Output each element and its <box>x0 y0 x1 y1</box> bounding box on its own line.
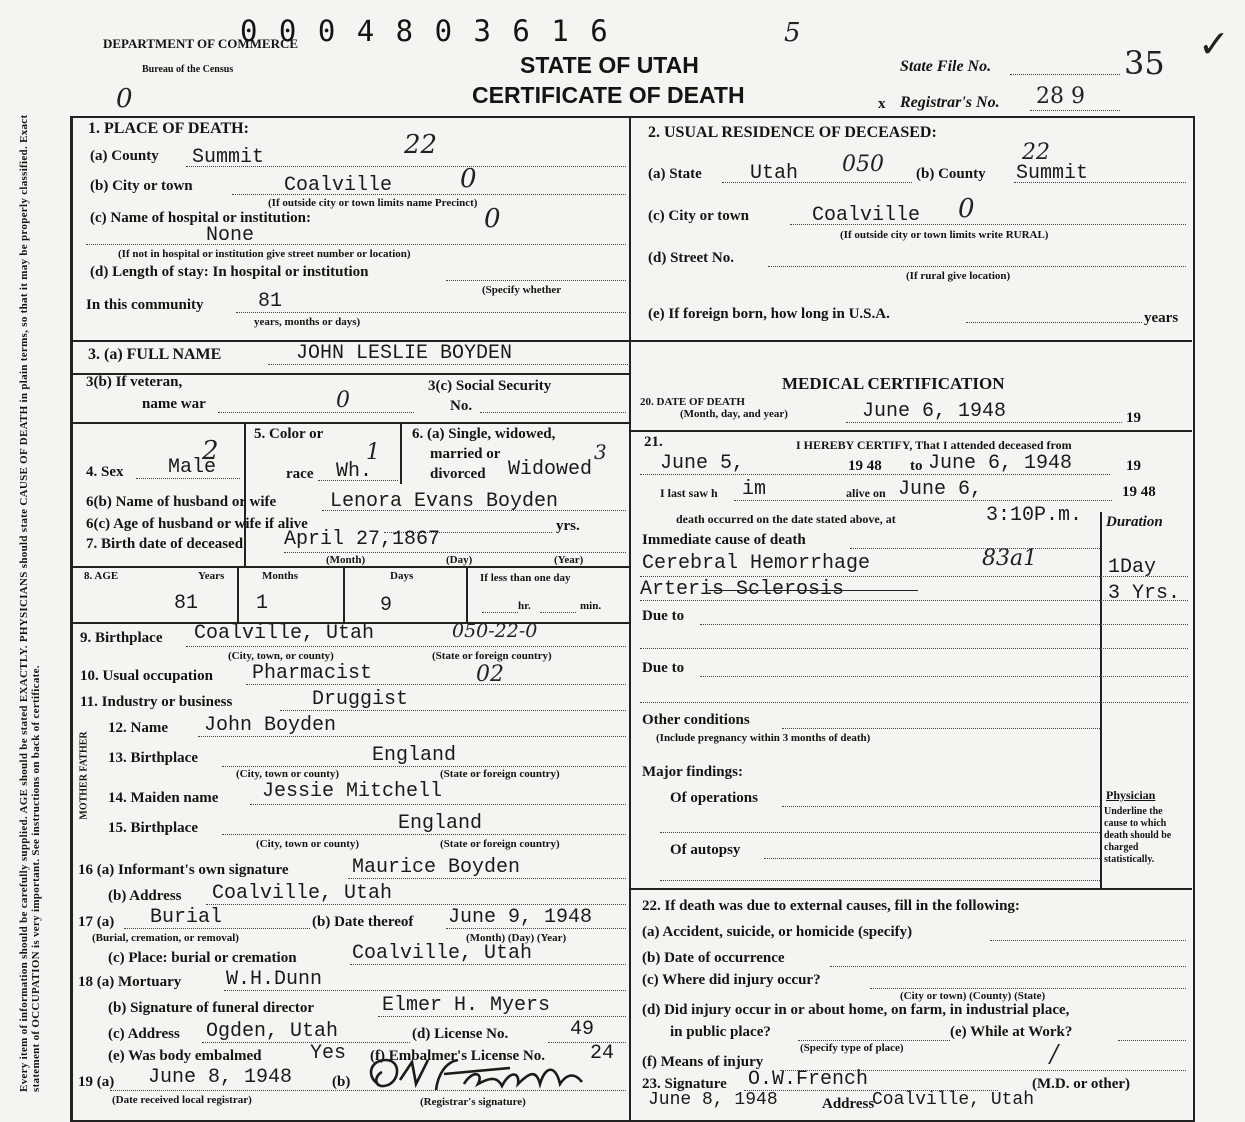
external-c-note: (City or town) (County) (State) <box>900 990 1046 1002</box>
sex-label: 4. Sex <box>86 464 124 480</box>
last-saw-label: I last saw h <box>660 486 718 500</box>
external-f: (f) Means of injury <box>642 1054 764 1070</box>
registrar-number: 28 9 <box>1036 84 1085 109</box>
external-f-value: / <box>1050 1040 1059 1068</box>
marital-label: 6. (a) Single, widowed, <box>412 426 556 442</box>
marital-label-3: divorced <box>430 466 486 482</box>
race-value: Wh. <box>336 460 373 483</box>
burial-date-note: (Month) (Day) (Year) <box>466 932 567 944</box>
date-of-death-label: 20. DATE OF DEATH <box>640 396 745 408</box>
mortuary-name: W.H.Dunn <box>226 968 323 991</box>
pod-specify-note: (Specify whether <box>482 284 562 296</box>
occupation-code: 02 <box>476 662 504 687</box>
industry-label: 11. Industry or business <box>80 694 233 710</box>
color-label: 5. Color or <box>254 426 324 442</box>
father-state-note: (State or foreign country) <box>440 768 560 780</box>
pod-hospital-label: (c) Name of hospital or institution: <box>90 210 311 226</box>
res-foreign-label: (e) If foreign born, how long in U.S.A. <box>648 306 890 322</box>
cause-1-code: 83a1 <box>982 546 1038 571</box>
informant-addr: Coalville, Utah <box>212 882 393 905</box>
alive-on-label: alive on <box>846 486 886 500</box>
external-heading: 22. If death was due to external causes, fill in the following: <box>642 898 1020 914</box>
duration-1: 1Day <box>1108 556 1157 579</box>
birth-year-note: (Year) <box>554 554 584 566</box>
corner-mark: 0 <box>116 84 133 114</box>
burial-method: Burial <box>150 906 223 929</box>
pod-hospital: None <box>206 224 255 247</box>
due-to-1: Due to <box>642 608 685 624</box>
res-street-note: (If rural give location) <box>906 270 1011 282</box>
attended-from: June 5, <box>660 452 745 475</box>
birth-value: April 27,1867 <box>284 528 441 551</box>
mortuary-addr-label: (c) Address <box>108 1026 180 1042</box>
pod-city-note: (If outside city or town limits name Precinct) <box>268 197 478 209</box>
marital-value: Widowed <box>508 458 593 481</box>
mother-birthplace-label: 15. Birthplace <box>108 820 198 836</box>
state-file-number: 35 <box>1124 44 1165 82</box>
registrar-x: x <box>878 96 886 112</box>
hand-mark-5: 5 <box>784 18 801 48</box>
bureau-label: Bureau of the Census <box>142 64 234 75</box>
embalmed-value: Yes <box>310 1042 347 1065</box>
physician-label: Physician <box>1106 788 1156 802</box>
license-label: (d) License No. <box>412 1026 509 1042</box>
external-d-note: (Specify type of place) <box>800 1042 904 1054</box>
duration-label: Duration <box>1106 514 1163 530</box>
res-state-code: 050 <box>842 152 884 177</box>
department-label: DEPARTMENT OF COMMERCE <box>103 36 299 51</box>
certifier-date: June 8, 1948 <box>648 1090 778 1110</box>
mortuary-addr: Ogden, Utah <box>206 1020 339 1043</box>
age-min-label: min. <box>580 600 602 612</box>
external-d2: in public place? <box>670 1024 771 1040</box>
time-of-death: 3:10P.m. <box>986 504 1083 527</box>
occupation-label: 10. Usual occupation <box>80 668 213 684</box>
birth-day-note: (Day) <box>446 554 473 566</box>
registrar-date: June 8, 1948 <box>148 1066 293 1089</box>
race-label: race <box>286 466 314 482</box>
burial-place-label: (c) Place: burial or cremation <box>108 950 297 966</box>
birthplace-codes: 050-22-0 <box>452 620 538 642</box>
certifier-address: Coalville, Utah <box>872 1090 1035 1110</box>
age-years-label: Years <box>198 570 225 582</box>
external-a: (a) Accident, suicide, or homicide (specify) <box>642 924 913 940</box>
father-city-note: (City, town or county) <box>236 768 340 780</box>
pod-city-code: 0 <box>460 164 477 194</box>
informant-sig: Maurice Boyden <box>352 856 521 879</box>
pod-hospital-note: (If not in hospital or institution give street number or location) <box>118 248 411 260</box>
external-b: (b) Date of occurrence <box>642 950 785 966</box>
pod-county: Summit <box>192 146 265 169</box>
burial-date: June 9, 1948 <box>448 906 593 929</box>
res-foreign-unit: years <box>1144 310 1179 326</box>
birthplace-city-note: (City, town, or county) <box>228 650 334 662</box>
sex-value: Male <box>168 456 217 479</box>
age-hr-label: hr. <box>518 600 531 612</box>
registrar-label: Registrar's No. <box>900 94 1000 111</box>
res-state-label: (a) State <box>648 166 702 182</box>
mortuary-label: 18 (a) Mortuary <box>78 974 182 990</box>
external-e: (e) While at Work? <box>950 1024 1073 1040</box>
pod-hospital-code: 0 <box>484 204 501 234</box>
signature-suffix: (M.D. or other) <box>1032 1076 1131 1092</box>
license-value: 49 <box>570 1018 595 1041</box>
cause-1: Cerebral Hemorrhage <box>642 552 871 575</box>
burial-date-label: (b) Date thereof <box>312 914 414 930</box>
registrar-b-label: (b) <box>332 1074 351 1090</box>
medical-heading: MEDICAL CERTIFICATION <box>782 374 1005 393</box>
marital-code: 3 <box>594 440 607 464</box>
informant-addr-label: (b) Address <box>108 888 182 904</box>
sex-code: 2 <box>202 436 219 466</box>
veteran-label: 3(b) If veteran, <box>86 374 183 390</box>
informant-sig-label: 16 (a) Informant's own signature <box>78 862 289 878</box>
mother-birthplace: England <box>398 812 483 835</box>
attended-to: June 6, 1948 <box>928 452 1073 475</box>
occurred-label: death occurred on the date stated above, at <box>676 512 896 526</box>
duration-2: 3 Yrs. <box>1108 582 1181 605</box>
veteran-label-2: name war <box>142 396 206 412</box>
ss-label-2: No. <box>450 398 473 414</box>
date-of-death: June 6, 1948 <box>862 400 1007 423</box>
place-of-death-heading: 1. PLACE OF DEATH: <box>88 120 249 137</box>
burial-a-label: 17 (a) <box>78 914 115 930</box>
mother-name: Jessie Mitchell <box>262 780 443 803</box>
race-code: 1 <box>366 440 380 465</box>
pod-community-label: In this community <box>86 297 204 313</box>
father-birthplace: England <box>372 744 457 767</box>
pod-county-label: (a) County <box>90 148 159 164</box>
date-of-death-year: 19 <box>1126 410 1141 426</box>
embalmed-label: (e) Was body embalmed <box>108 1048 262 1064</box>
registrar-sig-note: (Registrar's signature) <box>420 1096 526 1108</box>
certify-text: I HEREBY CERTIFY, That I attended deceased from <box>796 438 1072 452</box>
full-name: JOHN LESLIE BOYDEN <box>296 342 513 365</box>
side-instructions: Every item of information should be carefully supplied. AGE should be stated EXACTLY. PHYSICIANS should state CAUSE OF DEATH in plain terms, so that it may be properly classified. Exact statement of OCCUPATION is very important. See instructions on back of certificate. <box>18 114 42 1092</box>
veteran-value: 0 <box>336 388 350 413</box>
embalmer-label: (f) Embalmer's License No. <box>370 1048 545 1064</box>
ss-label: 3(c) Social Security <box>428 378 552 394</box>
file-number: 0 0 0 4 8 0 3 6 1 6 <box>240 14 610 48</box>
occupation-value: Pharmacist <box>252 662 373 685</box>
age-months: 1 <box>256 592 269 615</box>
external-c: (c) Where did injury occur? <box>642 972 821 988</box>
residence-heading: 2. USUAL RESIDENCE OF DECEASED: <box>648 124 937 141</box>
res-state: Utah <box>750 162 799 185</box>
spouse-age-unit: yrs. <box>556 518 580 534</box>
burial-method-note: (Burial, cremation, or removal) <box>92 932 239 944</box>
full-name-label: 3. (a) FULL NAME <box>88 346 222 363</box>
spouse-value: Lenora Evans Boyden <box>330 490 559 513</box>
title-certificate: CERTIFICATE OF DEATH <box>472 82 745 108</box>
certify-number: 21. <box>644 434 663 450</box>
major-findings-label: Major findings: <box>642 764 743 780</box>
cause-2: Arteris Sclerosis <box>640 578 845 601</box>
mother-name-label: 14. Maiden name <box>108 790 219 806</box>
attended-to-year: 19 <box>1126 458 1141 474</box>
title-state: STATE OF UTAH <box>520 52 699 78</box>
director-label: (b) Signature of funeral director <box>108 1000 315 1016</box>
mother-city-note: (City, town or county) <box>256 838 360 850</box>
spouse-age-label: 6(c) Age of husband or wife if alive <box>86 516 308 532</box>
immediate-cause-label: Immediate cause of death <box>642 532 806 548</box>
birthplace-value: Coalville, Utah <box>194 622 375 645</box>
registrar-a-label: 19 (a) <box>78 1074 115 1090</box>
spouse-label: 6(b) Name of husband or wife <box>86 494 277 510</box>
res-county-label: (b) County <box>916 166 986 182</box>
father-name-label: 12. Name <box>108 720 168 736</box>
certifier-address-label: Address <box>822 1096 875 1112</box>
industry-value: Druggist <box>312 688 409 711</box>
res-city-code: 0 <box>958 194 975 224</box>
attended-to-label: to <box>910 458 923 474</box>
last-saw-pronoun: im <box>742 478 767 501</box>
birthplace-label: 9. Birthplace <box>80 630 163 646</box>
parents-side-label: MOTHER FATHER <box>78 731 90 820</box>
embalmer-value: 24 <box>590 1042 615 1065</box>
res-city-label: (c) City or town <box>648 208 749 224</box>
state-file-label: State File No. <box>900 58 992 75</box>
date-of-death-sub: (Month, day, and year) <box>680 408 788 420</box>
age-years: 81 <box>174 592 199 615</box>
alive-on-year: 19 48 <box>1122 484 1156 500</box>
pod-county-code: 22 <box>404 130 438 160</box>
age-label: 8. AGE <box>84 570 119 582</box>
birth-label: 7. Birth date of deceased <box>86 536 244 552</box>
pod-city-label: (b) City or town <box>90 178 193 194</box>
director-name: Elmer H. Myers <box>382 994 551 1017</box>
signature-label: 23. Signature <box>642 1076 727 1092</box>
res-city-note: (If outside city or town limits write RURAL) <box>840 229 1049 241</box>
pod-city: Coalville <box>284 174 393 197</box>
pod-community: 81 <box>258 290 283 313</box>
birthplace-state-note: (State or foreign country) <box>432 650 552 662</box>
pod-stay-label: (d) Length of stay: In hospital or institution <box>90 264 369 280</box>
registrar-date-note: (Date received local registrar) <box>112 1094 252 1106</box>
of-autopsy-label: Of autopsy <box>670 842 741 858</box>
marital-label-2: married or <box>430 446 501 462</box>
check-mark: ✓ <box>1198 22 1230 66</box>
age-days-label: Days <box>390 570 414 582</box>
due-to-2: Due to <box>642 660 685 676</box>
alive-on: June 6, <box>898 478 983 501</box>
external-d: (d) Did injury occur in or about home, on farm, in industrial place, <box>642 1002 1070 1018</box>
registrar-signature <box>360 1054 620 1098</box>
mother-state-note: (State or foreign country) <box>440 838 560 850</box>
res-county: Summit <box>1016 162 1089 185</box>
res-city: Coalville <box>812 204 921 227</box>
res-street-label: (d) Street No. <box>648 250 734 266</box>
age-less-label: If less than one day <box>480 572 571 584</box>
other-conditions-note: (Include pregnancy within 3 months of death) <box>656 732 871 744</box>
certifier-signature: O.W.French <box>748 1068 869 1091</box>
age-days: 9 <box>380 594 393 617</box>
birth-month-note: (Month) <box>326 554 366 566</box>
other-conditions-label: Other conditions <box>642 712 750 728</box>
physician-note: Underline the cause to which death should be charged statistically. <box>1104 806 1172 865</box>
of-operations-label: Of operations <box>670 790 758 806</box>
burial-place: Coalville, Utah <box>352 942 533 965</box>
father-name: John Boyden <box>204 714 337 737</box>
res-county-code: 22 <box>1022 140 1050 165</box>
age-months-label: Months <box>262 570 299 582</box>
pod-community-note: years, months or days) <box>254 316 361 328</box>
attended-from-year: 19 48 <box>848 458 882 474</box>
father-birthplace-label: 13. Birthplace <box>108 750 198 766</box>
